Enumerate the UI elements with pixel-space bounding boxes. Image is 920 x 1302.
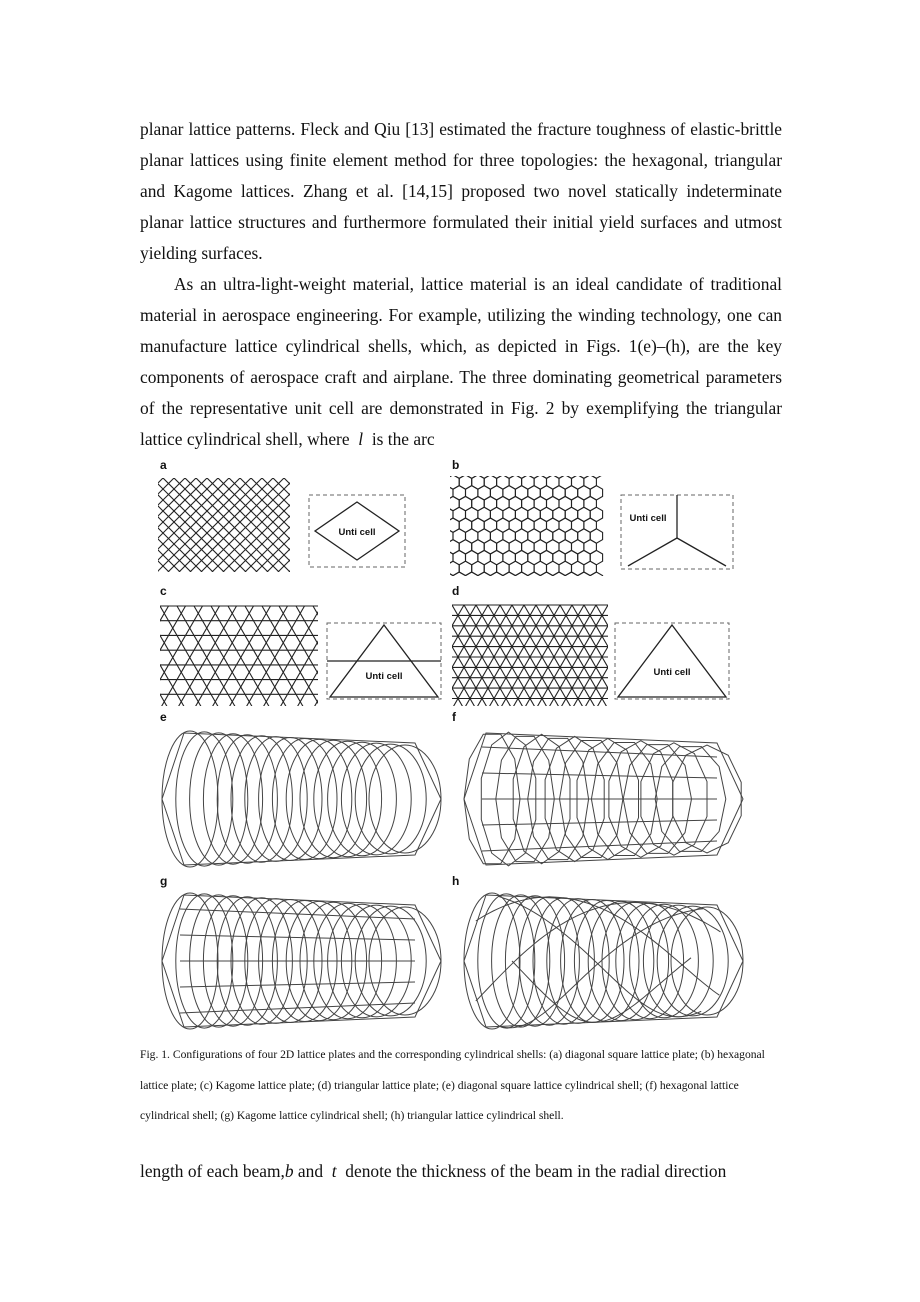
paragraph-3 bbox=[140, 1156, 800, 1187]
unit-cell-d bbox=[614, 622, 730, 700]
panel-label-a: a bbox=[160, 458, 167, 472]
panel-label-h: h bbox=[452, 874, 460, 888]
triangular-lattice-cylindrical-shell bbox=[462, 886, 752, 1036]
paragraph-2-text: As an ultra-light-weight material, lattice material is an ideal candidate of traditional material in aerospace engineering. For example, utilizing the winding technology, one can manufacture lattice cylindrical shells, which, as depicted in Figs. 1(e)–(h), are the key components of aerospace craft and airplane. The three dominating geometrical parameters of the representative unit cell are demonstrated in Fig. 2 by exemplifying the triangular lattice cylindrical shell, where bbox=[140, 274, 782, 449]
unit-cell-c bbox=[326, 622, 442, 700]
hexagonal-lattice-cylindrical-shell bbox=[462, 724, 752, 874]
unit-cell-label-a: Unti cell bbox=[338, 527, 376, 538]
paragraph-3-end: denote the thickness of the beam in the radial direction bbox=[345, 1161, 727, 1181]
panel-label-e: e bbox=[160, 710, 167, 724]
paragraph-2 bbox=[140, 269, 782, 455]
figure-1 bbox=[150, 458, 760, 1033]
square-lattice-cylindrical-shell bbox=[160, 724, 450, 874]
panel-label-d: d bbox=[452, 584, 460, 598]
unit-cell-b bbox=[620, 494, 734, 570]
diagonal-square-lattice bbox=[158, 478, 290, 572]
paragraph-3-and: and bbox=[297, 1161, 324, 1181]
kagome-lattice bbox=[160, 604, 318, 706]
unit-cell-label-d: Unti cell bbox=[653, 667, 691, 678]
unit-cell-label-b: Unti cell bbox=[629, 513, 667, 524]
var-l: l bbox=[358, 429, 364, 449]
paragraph-2-end: is the arc bbox=[371, 429, 435, 449]
var-t: t bbox=[331, 1161, 337, 1181]
hexagonal-lattice bbox=[450, 476, 606, 576]
panel-label-g: g bbox=[160, 874, 168, 888]
paragraph-1: planar lattice patterns. Fleck and Qiu [13] estimated the fracture toughness of elastic-brittle planar lattices using finite element method for three topologies: the hexagonal, triangular and Kagome lattices. Zhang et al. [14,15] proposed two novel statically indeterminate planar lattice structures and furthermore formulated their initial yield surfaces and utmost yielding surfaces. bbox=[140, 119, 782, 263]
var-b: b bbox=[284, 1161, 294, 1181]
panel-label-c: c bbox=[160, 584, 167, 598]
figure-caption: Fig. 1. Configurations of four 2D lattice plates and the corresponding cylindrical shells: (a) diagonal square lattice plate; (b) hexagonal lattice plate; (c) Kagome lattice plate; (d) triangular lattice plate; (e) diagonal square lattice cylindrical shell; (f) hexagonal lattice cylindrical shell; (g) Kagome lattice cylindrical shell; (h) triangular lattice cylindrical shell. bbox=[140, 1048, 765, 1122]
unit-cell-label-c: Unti cell bbox=[365, 671, 403, 682]
triangular-lattice bbox=[452, 604, 608, 706]
panel-label-f: f bbox=[452, 710, 456, 724]
panel-label-b: b bbox=[452, 458, 460, 472]
unit-cell-a bbox=[308, 494, 406, 568]
kagome-lattice-cylindrical-shell bbox=[160, 886, 450, 1036]
paragraph-3-text: length of each beam, bbox=[140, 1161, 285, 1181]
